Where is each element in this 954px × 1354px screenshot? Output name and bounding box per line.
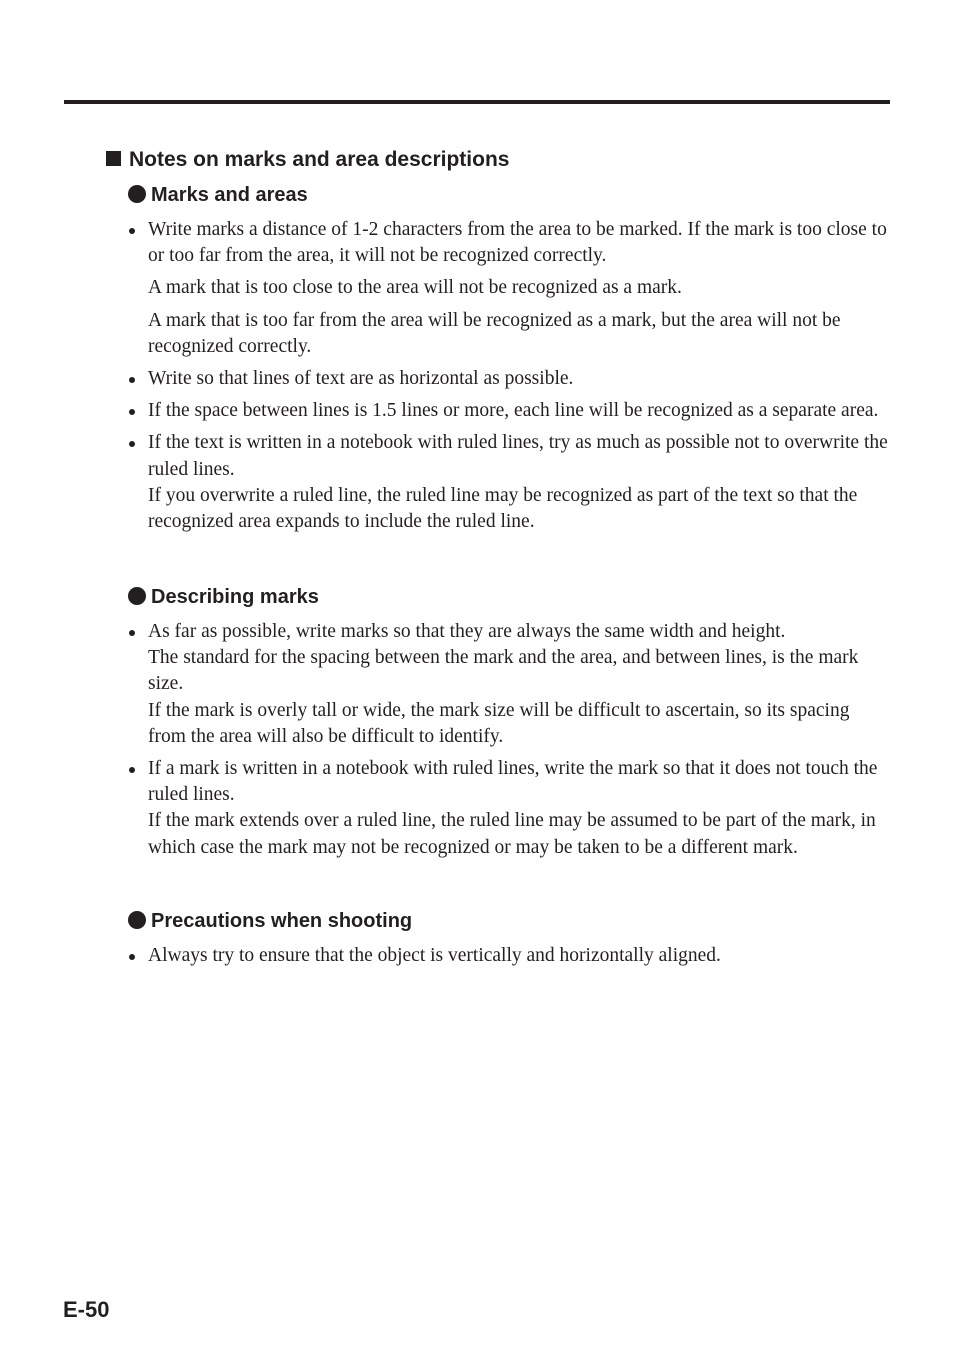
- bullet-dot-icon: [129, 630, 135, 636]
- paragraph: Write marks a distance of 1-2 characters from the area to be marked. If the mark is too close to or too far from the area, it will not be recognized correctly.: [148, 219, 887, 267]
- bullet-list: [128, 217, 892, 535]
- paragraph: The standard for the spacing between the mark and the area, and between lines, is the mark size.: [148, 647, 859, 695]
- subsection-heading: [128, 908, 892, 934]
- section-heading-text: Notes on marks and area descriptions: [129, 148, 510, 171]
- bullet-dot-icon: [129, 441, 135, 447]
- list-item: [128, 217, 892, 360]
- list-item: [128, 756, 892, 861]
- paragraph: Always try to ensure that the object is vertically and horizontally aligned.: [148, 945, 721, 966]
- circle-bullet-icon: [128, 911, 146, 929]
- bullet-dot-icon: [129, 954, 135, 960]
- subsection-title: Describing marks: [151, 586, 319, 608]
- paragraph: If the mark is overly tall or wide, the mark size will be difficult to ascertain, so its spacing from the area will also be difficult to identify.: [148, 699, 850, 747]
- paragraph: As far as possible, write marks so that they are always the same width and height.: [148, 621, 786, 642]
- subsection-title: Marks and areas: [151, 184, 308, 206]
- page-number: E-50: [63, 1297, 110, 1322]
- bullet-list: [128, 619, 892, 861]
- paragraph: A mark that is too close to the area will not be recognized as a mark.: [148, 277, 682, 299]
- paragraph: A mark that is too far from the area will be recognized as a mark, but the area will not be recognized correctly.: [148, 309, 841, 357]
- subsection-describing-marks: [128, 584, 892, 867]
- bullet-dot-icon: [129, 377, 135, 383]
- square-bullet-icon: [106, 151, 121, 166]
- section-heading: [106, 146, 509, 174]
- circle-bullet-icon: [128, 587, 146, 605]
- paragraph: If a mark is written in a notebook with ruled lines, write the mark so that it does not touch the ruled lines.: [148, 758, 878, 806]
- list-item: [128, 943, 892, 969]
- list-item: [128, 430, 892, 535]
- paragraph: If the mark extends over a ruled line, the ruled line may be assumed to be part of the mark, in which case the mark may not be recognized or may be taken to be a different mark.: [148, 810, 876, 858]
- paragraph: If you overwrite a ruled line, the ruled line may be recognized as part of the text so that the recognized area expands to include the ruled line.: [148, 484, 858, 533]
- paragraph: If the space between lines is 1.5 lines or more, each line will be recognized as a separate area.: [148, 400, 879, 422]
- header-rule: [64, 100, 890, 104]
- bullet-dot-icon: [129, 228, 135, 234]
- subsection-heading: [128, 182, 892, 208]
- bullet-dot-icon: [129, 409, 135, 415]
- list-item: [128, 619, 892, 750]
- subsection-title: Precautions when shooting: [151, 910, 413, 932]
- paragraph: If the text is written in a notebook with ruled lines, try as much as possible not to overwrite the ruled lines.: [148, 432, 888, 480]
- subsection-marks-and-areas: [128, 182, 892, 541]
- circle-bullet-icon: [128, 185, 146, 203]
- bullet-list: [128, 943, 892, 969]
- list-item: [128, 366, 892, 392]
- bullet-dot-icon: [129, 767, 135, 773]
- paragraph: Write so that lines of text are as horizontal as possible.: [148, 368, 574, 390]
- list-item: [128, 398, 892, 424]
- subsection-heading: [128, 584, 892, 610]
- subsection-precautions-when-shooting: [128, 908, 892, 975]
